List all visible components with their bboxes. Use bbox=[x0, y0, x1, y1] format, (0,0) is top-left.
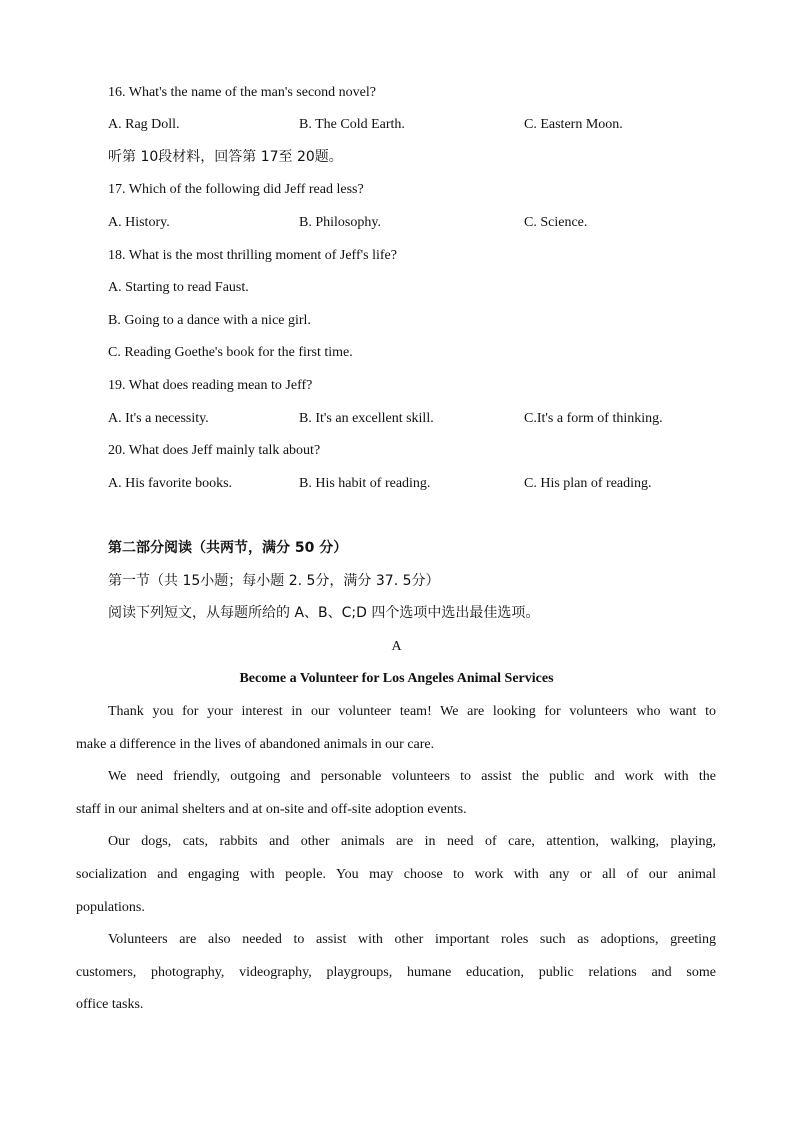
paragraph-4-line-1: Volunteers are also needed to assist with other important roles such as adoptions, greeting bbox=[108, 932, 716, 947]
question-20-option-b: B. His habit of reading. bbox=[299, 476, 431, 491]
question-18-option-b: B. Going to a dance with a nice girl. bbox=[108, 313, 311, 328]
paragraph-2-line-1: We need friendly, outgoing and personable volunteers to assist the public and work with the bbox=[108, 769, 716, 784]
paragraph-3-line-2: socialization and engaging with people. You may choose to work with any or all of our animal bbox=[76, 867, 716, 882]
question-16-option-a: A. Rag Doll. bbox=[108, 117, 180, 132]
paragraph-3-line-3: populations. bbox=[76, 900, 145, 915]
paragraph-3-line-1: Our dogs, cats, rabbits and other animals are in need of care, attention, walking, playing, bbox=[108, 834, 716, 849]
passage-label: A bbox=[391, 639, 402, 654]
paragraph-2-line-2: staff in our animal shelters and at on-site and off-site adoption events. bbox=[76, 802, 467, 817]
paragraph-4-line-3: office tasks. bbox=[76, 997, 144, 1012]
question-19-option-a: A. It's a necessity. bbox=[108, 411, 209, 426]
paragraph-4-line-2: customers, photography, videography, playgroups, humane education, public relations and some bbox=[76, 965, 716, 980]
question-16: 16. What's the name of the man's second novel? bbox=[108, 85, 376, 100]
question-17-option-b: B. Philosophy. bbox=[299, 215, 381, 230]
passage-title: Become a Volunteer for Los Angeles Animal Services bbox=[239, 671, 554, 686]
reading-part-title: 第二部分阅读（共两节，满分 50 分） bbox=[108, 540, 348, 556]
reading-instruction: 阅读下列短文，从每题所给的 A、B、C;D 四个选项中选出最佳选项。 bbox=[108, 605, 540, 621]
paragraph-1-line-2: make a difference in the lives of abandoned animals in our care. bbox=[76, 737, 435, 752]
question-17-option-c: C. Science. bbox=[524, 215, 588, 230]
question-20: 20. What does Jeff mainly talk about? bbox=[108, 443, 321, 458]
question-19-option-b: B. It's an excellent skill. bbox=[299, 411, 434, 426]
paragraph-1-line-1: Thank you for your interest in our volunteer team! We are looking for volunteers who want to bbox=[108, 704, 716, 719]
reading-section-title: 第一节（共 15小题；每小题 2. 5分，满分 37. 5分） bbox=[108, 573, 440, 589]
question-18: 18. What is the most thrilling moment of Jeff's life? bbox=[108, 248, 397, 263]
question-20-option-c: C. His plan of reading. bbox=[524, 476, 652, 491]
question-18-option-a: A. Starting to read Faust. bbox=[108, 280, 249, 295]
question-17: 17. Which of the following did Jeff read less? bbox=[108, 182, 364, 197]
question-19-option-c: C.It's a form of thinking. bbox=[524, 411, 663, 426]
question-16-option-b: B. The Cold Earth. bbox=[299, 117, 405, 132]
question-16-option-c: C. Eastern Moon. bbox=[524, 117, 623, 132]
question-18-option-c: C. Reading Goethe's book for the first time. bbox=[108, 345, 353, 360]
listening-section-note: 听第 10段材料，回答第 17至 20题。 bbox=[108, 149, 343, 165]
question-17-option-a: A. History. bbox=[108, 215, 170, 230]
question-20-option-a: A. His favorite books. bbox=[108, 476, 233, 491]
question-19: 19. What does reading mean to Jeff? bbox=[108, 378, 313, 393]
